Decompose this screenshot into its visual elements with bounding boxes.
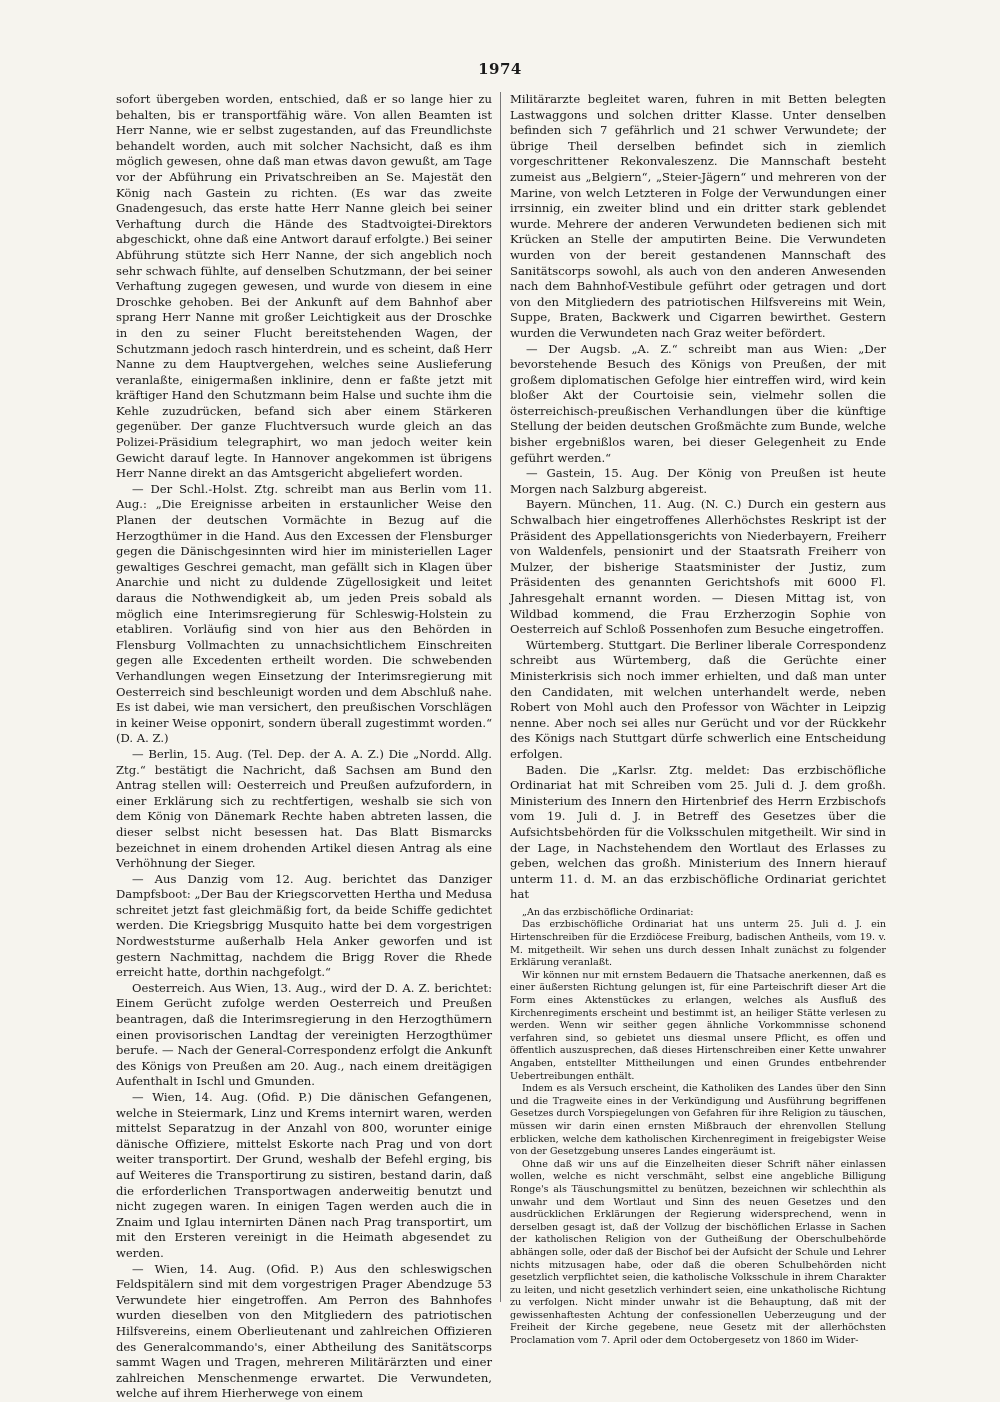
column-divider bbox=[500, 92, 501, 1302]
right-column bbox=[510, 92, 886, 1347]
article-paragraph: — Wien, 14. Aug. (Ofid. P.) Aus den schleswigschen Feldspitälern sind mit dem vorgestrigen Prager Abendzuge 53 Verwundete hier eingetroffen. Am Perron des Bahnhofes wurden dieselben von den Mitgliedern des patriotischen Hilfsvereins, einem Oberlieutenant und zahlreichen Offizieren des Generalcommando's, einer Abtheilung des Sanitätscorps sammt Wagen und Tragen, mehreren Militärärzten und einer zahlreichen Menschenmenge erwartet. Die Verwundeten, welche auf ihrem Hierherwege von einem bbox=[116, 1261, 492, 1401]
quote-paragraph: Indem es als Versuch erscheint, die Katholiken des Landes über den Sinn und die Tragweite eines in der Verkündigung und Ausführung begriffenen Gesetzes durch Vorspiegelungen von Gefahren für ihre Religion zu täuschen, müssen wir darin einen ernsten Mißbrauch der ehrenvollen Stellung erblicken, welche dem katholischen Kirchenregiment in freigebigster Weise von der Gesetzgebung unseres Landes eingeräumt ist. bbox=[510, 1083, 886, 1158]
article-paragraph: Würtemberg. Stuttgart. Die Berliner liberale Correspondenz schreibt aus Würtemberg, daß die Gerüchte einer Ministerkrisis sich noch immer erhielten, und daß man unter den Candidaten, mit welchen unterhandelt werde, neben Robert von Mohl auch den Professor von Wächter in Leipzig nenne. Aber noch sei alles nur Gerücht und vor der Rückkehr des Königs nach Stuttgart dürfe schwerlich eine Entscheidung erfolgen. bbox=[510, 637, 886, 761]
quote-paragraph: Das erzbischöfliche Ordinariat hat uns unterm 25. Juli d. J. ein Hirtenschreiben für die Erzdiöcese Freiburg, badischen Antheils, vom 19. v. M. mitgetheilt. Wir sehen uns durch dessen Inhalt zunächst zu folgender Erklärung veranlaßt. bbox=[510, 919, 886, 969]
article-paragraph: Bayern. München, 11. Aug. (N. C.) Durch ein gestern aus Schwalbach hier eingetroffenes Allerhöchstes Reskript ist der Präsident des Appellationsgerichts von Niederbayern, Freiherr von Waldenfels, pensionirt und der Staatsrath Freiherr von Mulzer, der bisherige Staatsminister der Justiz, zum Präsidenten des genannten Gerichtshofs mit 6000 Fl. Jahresgehalt ernannt worden. — Diesen Mittag ist, von Wildbad kommend, die Frau Erzherzogin Sophie von Oesterreich auf Schloß Possenhofen zum Besuche eingetroffen. bbox=[510, 497, 886, 637]
article-paragraph: — Aus Danzig vom 12. Aug. berichtet das Danziger Dampfsboot: „Der Bau der Kriegscorvetten Hertha und Medusa schreitet jetzt fast gleichmäßig fort, da beide Schiffe gedichtet werden. Die Kriegsbrigg Musquito hatte bei dem vorgestrigen Nordweststurme außerhalb Hela Anker geworfen und ist gestern Nachmittag, nachdem die Brigg Rover die Rhede erreicht hatte, dorthin nachgefolgt.“ bbox=[116, 871, 492, 980]
page-number: 1974 bbox=[478, 60, 522, 78]
article-paragraph: sofort übergeben worden, entschied, daß er so lange hier zu behalten, bis er transportfähig wäre. Von allen Beamten ist Herr Nanne, wie er selbst zugestanden, auf das Freundlichste behandelt worden, auch mit solcher Nachsicht, daß es ihm möglich gewesen, ohne daß man etwas davon gewußt, am Tage vor der Abführung ein Privatschreiben an Se. Majestät den König nach Gastein zu richten. (Es war das zweite Gnadengesuch, das erste hatte Herr Nanne gleich bei seiner Verhaftung durch die Hände des Stadtvoigtei-Direktors abgeschickt, ohne daß eine Antwort darauf erfolgte.) Bei seiner Abführung stützte sich Herr Nanne, der sich angeblich noch sehr schwach fühlte, auf denselben Schutzmann, der bei seiner Verhaftung zugegen gewesen, und wurde von diesem in eine Droschke gehoben. Bei der Ankunft auf dem Bahnhof aber sprang Herr Nanne mit großer Leichtigkeit aus der Droschke in den zu seiner Flucht bereitstehenden Wagen, der Schutzmann jedoch rasch hinterdrein, und es scheint, daß Herr Nanne zu dem Hauptvergehen, welches seine Auslieferung veranlaßte, einigermaßen inklinire, denn er faßte jetzt mit kräftiger Hand den Schutzmann beim Halse und suchte ihm die Kehle zuzudrücken, befand sich aber einem Stärkeren gegenüber. Der ganze Fluchtversuch wurde gleich an das Polizei-Präsidium telegraphirt, wo man jedoch weiter kein Gewicht darauf legte. In Hannover angekommen ist übrigens Herr Nanne direkt an das Amtsgericht abgeliefert worden. bbox=[116, 92, 492, 481]
quote-paragraph: Ohne daß wir uns auf die Einzelheiten dieser Schrift näher einlassen wollen, welche es nicht verschmäht, selbst eine angebliche Billigung Ronge's als Täuschungsmittel zu benützen, bezeichnen wir schlechthin als unwahr und dem Wortlaut und Sinn des neuen Gesetzes und den ausdrücklichen Erklärungen der Regierung widersprechend, wenn in derselben gesagt ist, daß der Vollzug der bischöflichen Erlasse in Sachen der katholischen Religion von der Gutheißung der Oberschulbehörde abhängen solle, oder daß der Bischof bei der Aufsicht der Schule und Lehrer nichts mitzusagen habe, oder daß die oberen Schulbehörden nicht gesetzlich verpflichtet seien, die katholische Volksschule in ihrem Charakter zu leiten, und nicht gesetzlich verhindert seien, eine unkatholische Richtung zu verfolgen. Nicht minder unwahr ist die Behauptung, daß mit der gewissenhaftesten Achtung der confessionellen Ueberzeugung und der Freiheit der Kirche gegebene, neue Gesetz mit der allerhöchsten Proclamation vom 7. April oder dem Octobergesetz von 1860 im Wider- bbox=[510, 1158, 886, 1347]
left-column bbox=[116, 92, 492, 1401]
article-paragraph: — Der Augsb. „A. Z.“ schreibt man aus Wien: „Der bevorstehende Besuch des Königs von Preußen, der mit großem diplomatischen Gefolge hier eintreffen wird, wird kein bloßer Akt der Courtoisie sein, vielmehr sollen die österreichisch-preußischen Verhandlungen über die künftige Stellung der beiden deutschen Großmächte zum Bunde, welche bisher ergebnißlos waren, bei dieser Gelegenheit zu Ende geführt werden.“ bbox=[510, 341, 886, 465]
article-paragraph: Baden. Die „Karlsr. Ztg. meldet: Das erzbischöfliche Ordinariat hat mit Schreiben vom 25. Juli d. J. dem großh. Ministerium des Innern den Hirtenbrief des Herrn Erzbischofs vom 19. Juli d. J. in Betreff des Gesetzes über die Aufsichtsbehörden für die Volksschulen mitgetheilt. Wir sind in der Lage, in Nachstehendem den Wortlaut des Erlasses zu geben, welchen das großh. Ministerium des Innern hierauf unterm 11. d. M. an das erzbischöfliche Ordinariat gerichtet hat bbox=[510, 762, 886, 902]
article-paragraph: Oesterreich. Aus Wien, 13. Aug., wird der D. A. Z. berichtet: Einem Gerücht zufolge werden Oesterreich und Preußen beantragen, daß die Interimsregierung in den Herzogthümern einen provisorischen Landtag der vereinigten Herzogthümer berufe. — Nach der General-Correspondenz erfolgt die Ankunft des Königs von Preußen am 20. Aug., nach einem dreitägigen Aufenthalt in Ischl und Gmunden. bbox=[116, 980, 492, 1089]
quoted-decree bbox=[510, 907, 886, 1348]
article-paragraph: — Wien, 14. Aug. (Ofid. P.) Die dänischen Gefangenen, welche in Steiermark, Linz und Krems internirt waren, werden mittelst Separatzug in der Anzahl von 800, worunter einige dänische Offiziere, mittelst Eskorte nach Prag und von dort weiter transportirt. Der Grund, weshalb der Befehl erging, bis auf Weiteres die Transportirung zu sistiren, bestand darin, daß die erforderlichen Transportwagen anderweitig benutzt und nicht zugegen waren. In einigen Tagen werden auch die in Znaim und Iglau internirten Dänen nach Prag transportirt, um mit den Ersteren vereinigt in die Heimath abgesendet zu werden. bbox=[116, 1090, 492, 1260]
article-paragraph: — Berlin, 15. Aug. (Tel. Dep. der A. A. Z.) Die „Nordd. Allg. Ztg.“ bestätigt die Nachricht, daß Sachsen am Bund den Antrag stellen will: Oesterreich und Preußen aufzufordern, in einer Erklärung sich zu rechtfertigen, weshalb sie sich von dem König von Dänemark Rechte haben abtreten lassen, die dieser selbst nicht besessen hat. Das Blatt Bismarcks bezeichnet in einem drohenden Artikel diesen Antrag als eine Verhöhnung der Sieger. bbox=[116, 746, 492, 871]
article-paragraph: Militärarzte begleitet waren, fuhren in mit Betten belegten Lastwaggons und solchen dritter Klasse. Unter denselben befinden sich 7 gefährlich und 21 schwer Verwundete; der übrige Theil derselben befindet sich in ziemlich vorgeschrittener Rekonvaleszenz. Die Mannschaft besteht zumeist aus „Belgiern“, „Steier-Jägern“ und mehreren von der Marine, von welch Letzteren in Folge der Verwundungen einer irrsinnig, ein zweiter blind und ein dritter stark geblendet wurde. Mehrere der anderen Verwundeten bedienen sich mit Krücken an Stelle der amputirten Beine. Die Verwundeten wurden von der bereit gestandenen Mannschaft des Sanitätscorps sowohl, als auch von den anderen Anwesenden nach dem Bahnhof-Vestibule geführt oder getragen und dort von den Mitgliedern des patriotischen Hilfsvereins mit Wein, Suppe, Braten, Backwerk und Cigarren bewirthet. Gestern wurden die Verwundeten nach Graz weiter befördert. bbox=[510, 92, 886, 340]
article-paragraph: — Der Schl.-Holst. Ztg. schreibt man aus Berlin vom 11. Aug.: „Die Ereignisse arbeiten in erstaunlicher Weise den Planen der deutschen Vormächte in Bezug auf die Herzogthümer in die Hand. Aus den Excessen der Flensburger gegen die Dänischgesinnten wird hier im ministeriellen Lager gewaltiges Geschrei gemacht, man gefällt sich in Klagen über Anarchie und nicht zu duldende Zügellosigkeit und leitet daraus die Nothwendigkeit ab, um jeden Preis sobald als möglich eine Interimsregierung für Schleswig-Holstein zu etabliren. Vorläufig sind von hier aus den Behörden in Flensburg Vollmachten zu unnachsichtlichem Einschreiten gegen alle Excedenten ertheilt worden. Die schwebenden Verhandlungen wegen Einsetzung der Interimsregierung mit Oesterreich sind beschleunigt worden und dem Abschluß nahe. Es ist dabei, wie man versichert, den preußischen Vorschlägen in keiner Weise opponirt, sondern überall zugestimmt worden.“ (D. A. Z.) bbox=[116, 481, 492, 746]
article-paragraph: — Gastein, 15. Aug. Der König von Preußen ist heute Morgen nach Salzburg abgereist. bbox=[510, 466, 886, 496]
quote-paragraph: Wir können nur mit ernstem Bedauern die Thatsache anerkennen, daß es einer äußersten Richtung gelungen ist, für eine Parteischrift dieser Art die Form eines Aktenstückes zu erlangen, welches als Ausfluß des Kirchenregiments erscheint und bestimmt ist, an heiliger Stätte verlesen zu werden. Wenn wir seither gegen ähnliche Vorkommnisse schonend verfahren sind, so gebietet uns diesmal unsere Pflicht, es offen und öffentlich auszusprechen, daß dieses Hirtenschreiben einer Kette unwahrer Angaben, entstellter Mittheilungen und einen Grundes entbehrender Uebertreibungen enthält. bbox=[510, 969, 886, 1082]
quote-paragraph: „An das erzbischöfliche Ordinariat: bbox=[522, 906, 694, 918]
